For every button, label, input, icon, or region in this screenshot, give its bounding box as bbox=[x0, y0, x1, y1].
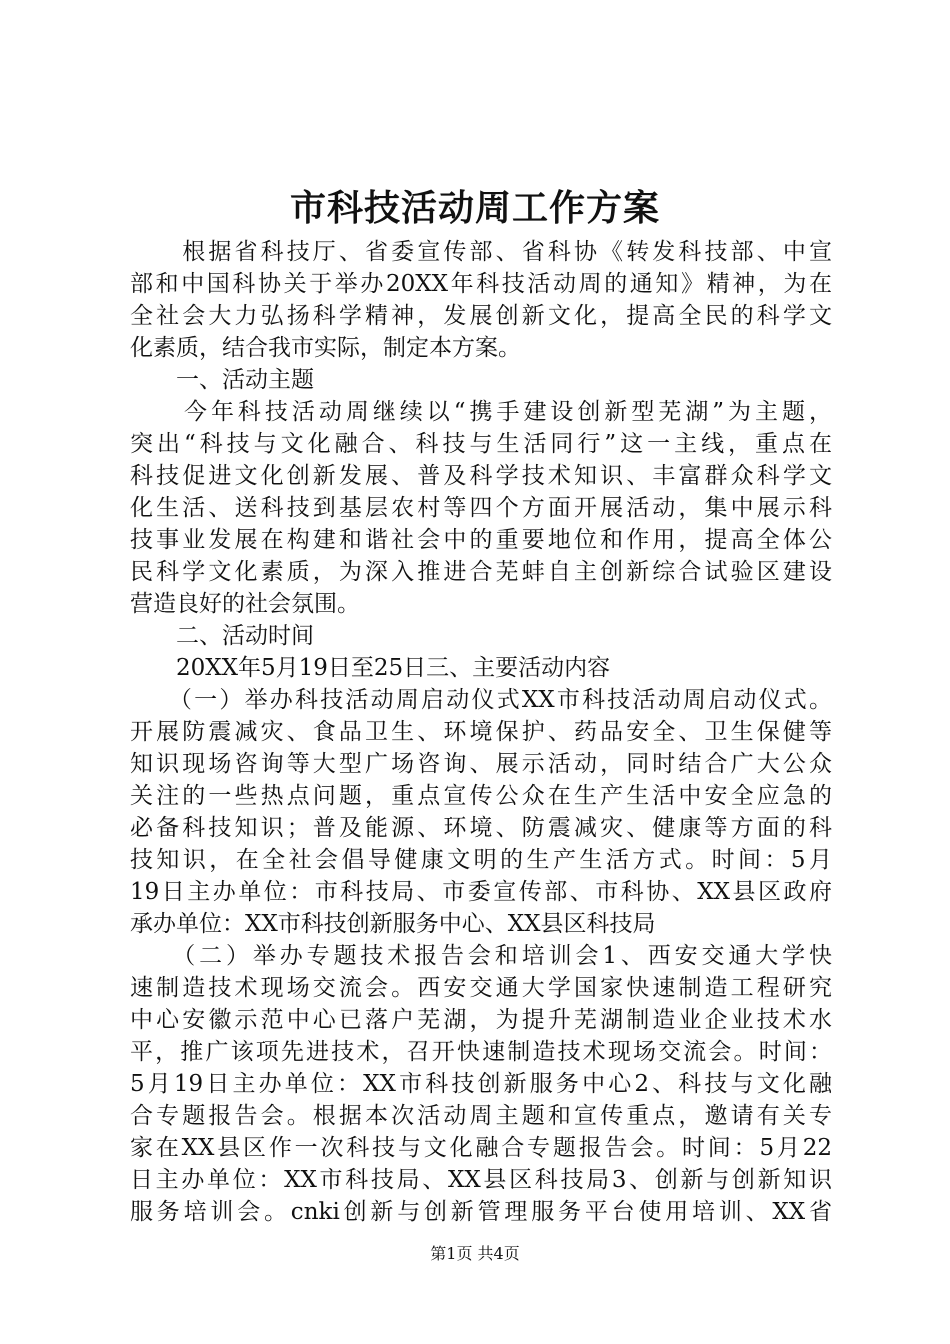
paragraph-line: 合专题报告会。根据本次活动周主题和宣传重点，邀请有关专 bbox=[130, 1103, 832, 1129]
paragraph-line: 20XX年5月19日至25日三、主要活动内容 bbox=[130, 655, 611, 681]
paragraph-line: 技事业发展在构建和谐社会中的重要地位和作用，提高全体公 bbox=[130, 527, 832, 553]
paragraph-line: 突出“科技与文化融合、科技与生活同行”这一主线，重点在 bbox=[130, 431, 832, 457]
paragraph-line: 服务培训会。cnki创新与创新管理服务平台使用培训、XX省 bbox=[130, 1199, 832, 1225]
paragraph-line: 19日主办单位：市科技局、市委宣传部、市科协、XX县区政府 bbox=[130, 879, 832, 905]
paragraph-line: （一）举办科技活动周启动仪式XX市科技活动周启动仪式。 bbox=[130, 687, 832, 713]
paragraph-line: 日主办单位：XX市科技局、XX县区科技局3、创新与创新知识 bbox=[130, 1167, 832, 1193]
paragraph-line: 技知识，在全社会倡导健康文明的生产生活方式。时间：5月 bbox=[130, 847, 832, 873]
paragraph-line: 开展防震减灾、食品卫生、环境保护、药品安全、卫生保健等 bbox=[130, 719, 832, 745]
paragraph-line: 家在XX县区作一次科技与文化融合专题报告会。时间：5月22 bbox=[130, 1135, 832, 1161]
paragraph-line: 全社会大力弘扬科学精神，发展创新文化，提高全民的科学文 bbox=[130, 303, 832, 329]
paragraph-line: 速制造技术现场交流会。西安交通大学国家快速制造工程研究 bbox=[130, 975, 832, 1001]
paragraph-line: 营造良好的社会氛围。 bbox=[130, 591, 360, 617]
paragraph-line: 二、活动时间 bbox=[130, 623, 314, 649]
paragraph-line: 化素质，结合我市实际，制定本方案。 bbox=[130, 335, 521, 361]
paragraph-line: 民科学文化素质，为深入推进合芜蚌自主创新综合试验区建设 bbox=[130, 559, 832, 585]
paragraph-line: （二）举办专题技术报告会和培训会1、西安交通大学快 bbox=[130, 943, 832, 969]
paragraph-line: 中心安徽示范中心已落户芜湖，为提升芜湖制造业企业技术水 bbox=[130, 1007, 832, 1033]
paragraph-line: 科技促进文化创新发展、普及科学技术知识、丰富群众科学文 bbox=[130, 463, 832, 489]
paragraph-line: 今年科技活动周继续以“携手建设创新型芜湖”为主题， bbox=[130, 399, 832, 425]
paragraph-line: 根据省科技厅、省委宣传部、省科协《转发科技部、中宣 bbox=[130, 239, 832, 265]
page-footer: 第1页 共4页 bbox=[430, 1244, 520, 1263]
paragraph-line: 一、活动主题 bbox=[130, 367, 314, 393]
paragraph-line: 承办单位：XX市科技创新服务中心、XX县区科技局 bbox=[130, 911, 656, 937]
paragraph-line: 化生活、送科技到基层农村等四个方面开展活动，集中展示科 bbox=[130, 495, 832, 521]
paragraph-line: 5月19日主办单位：XX市科技创新服务中心2、科技与文化融 bbox=[130, 1071, 832, 1097]
paragraph-line: 必备科技知识；普及能源、环境、防震减灾、健康等方面的科 bbox=[130, 815, 832, 841]
paragraph-line: 部和中国科协关于举办20XX年科技活动周的通知》精神，为在 bbox=[130, 271, 832, 297]
document-body bbox=[130, 236, 832, 1228]
document-title: 市科技活动周工作方案 bbox=[289, 187, 660, 229]
paragraph-line: 关注的一些热点问题，重点宣传公众在生产生活中安全应急的 bbox=[130, 783, 832, 809]
paragraph-line: 平，推广该项先进技术，召开快速制造技术现场交流会。时间： bbox=[130, 1039, 832, 1065]
paragraph-line: 知识现场咨询等大型广场咨询、展示活动，同时结合广大公众 bbox=[130, 751, 832, 777]
